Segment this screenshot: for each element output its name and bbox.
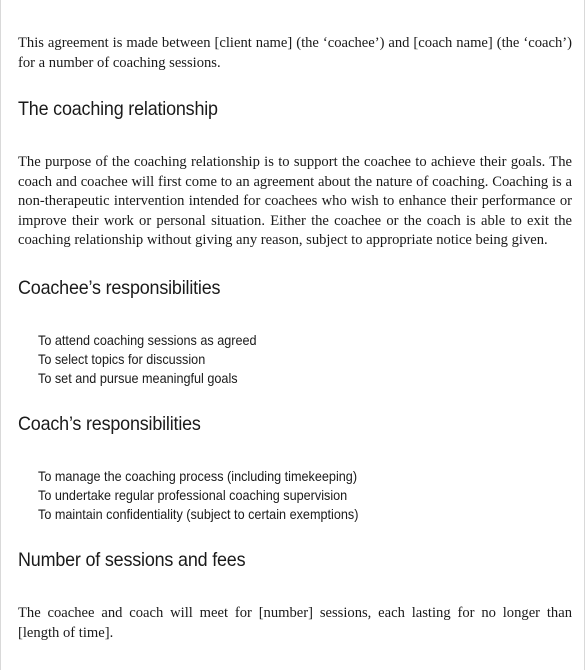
list-item: To attend coaching sessions as agreed bbox=[38, 333, 257, 348]
list-item: To set and pursue meaningful goals bbox=[38, 371, 238, 386]
list-item: To manage the coaching process (including timekeeping) bbox=[38, 469, 358, 484]
coaching-relationship-paragraph: The purpose of the coaching relationship is to support the coachee to achieve their goals. The coach and coachee will first come to an agreement about the nature of coaching. Coaching is a non-therapeutic intervention intended for coachees who wish to enhance their performance or improve their work or personal situation. Either the coachee or the coach is able to exit the coaching relationship without giving any reason, subject to appropriate notice being given. bbox=[18, 154, 572, 249]
list-item: To undertake regular professional coaching supervision bbox=[38, 488, 348, 503]
list-item: To select topics for discussion bbox=[38, 352, 206, 367]
sessions-fees-paragraph: The coachee and coach will meet for [number] sessions, each lasting for no longer than [length of time]. bbox=[18, 605, 572, 641]
heading-coach-responsibilities: Coach’s responsibilities bbox=[18, 413, 201, 435]
coach-responsibilities-list bbox=[38, 467, 383, 524]
intro-paragraph: This agreement is made between [client name] (the ‘coachee’) and [coach name] (the ‘coach’) for a number of coaching sessions. bbox=[18, 35, 572, 71]
heading-sessions-and-fees: Number of sessions and fees bbox=[18, 549, 246, 571]
heading-coachee-responsibilities: Coachee’s responsibilities bbox=[18, 277, 221, 299]
coachee-responsibilities-list bbox=[38, 331, 273, 388]
heading-coaching-relationship: The coaching relationship bbox=[18, 98, 218, 120]
list-item: To maintain confidentiality (subject to certain exemptions) bbox=[38, 507, 359, 522]
